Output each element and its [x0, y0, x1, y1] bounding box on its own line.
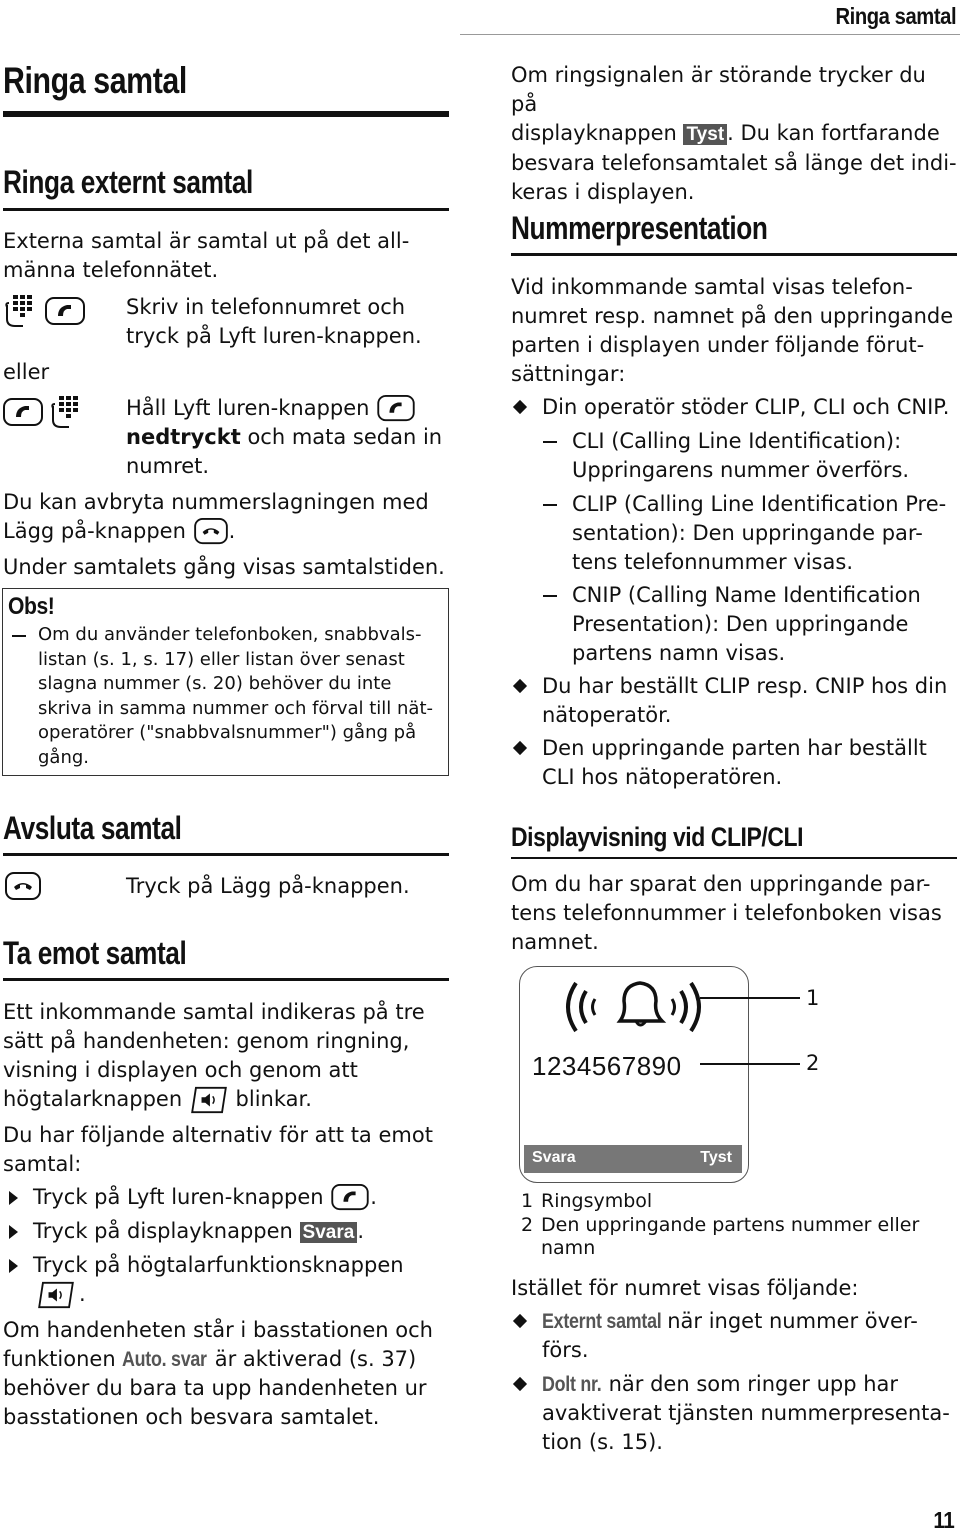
or-label: eller	[3, 360, 50, 384]
text: är aktiverad (s. 37)	[208, 1347, 417, 1371]
auto-answer-keyword: Auto. svar	[122, 1348, 208, 1371]
arrow-bullet	[9, 1225, 18, 1239]
display-legend	[521, 1190, 957, 1260]
text-line: Tryck på högtalarfunktionsknappen	[33, 1253, 404, 1277]
text-line: Den uppringande partens nummer eller	[541, 1214, 920, 1236]
text-line: Uppringarens nummer överförs.	[572, 458, 910, 482]
text-line	[3, 517, 453, 546]
section-title-receive-call: Ta emot samtal	[3, 935, 187, 971]
text-line: förs.	[542, 1338, 589, 1362]
text-line: namn	[541, 1237, 596, 1259]
answer-softkey-label: Svara	[300, 1222, 358, 1243]
mute-softkey[interactable]: Tyst	[700, 1149, 732, 1166]
text-line: behöver du bara ta upp handenheten ur	[3, 1376, 427, 1400]
end-call-key-icon	[3, 872, 43, 902]
page-number: 11	[933, 1507, 954, 1533]
requirement-subscription	[542, 672, 957, 730]
withheld-number-keyword: Dolt nr.	[542, 1373, 602, 1396]
text-line	[542, 1307, 957, 1336]
section-rule	[3, 978, 449, 981]
text-line: Ett inkommande samtal indikeras på tre	[3, 1000, 425, 1024]
text: Tryck på displayknappen	[33, 1219, 293, 1243]
legend-item	[521, 1190, 957, 1213]
text-line: Du kan avbryta nummerslagningen med	[3, 490, 429, 514]
text-line: operatörer ("snabbvalsnummer") gång på	[38, 722, 417, 743]
text-line: parten i displayen under följande förut-	[511, 333, 925, 357]
header-rule	[460, 34, 960, 35]
legend-number: 1	[521, 1190, 534, 1212]
text-line	[126, 394, 456, 423]
callout-line-1	[700, 997, 800, 999]
dash-bullet	[12, 635, 26, 637]
diamond-bullet	[513, 1377, 527, 1391]
note-box	[2, 588, 449, 776]
text-line: CLI hos nätoperatören.	[542, 765, 783, 789]
display-intro	[511, 870, 957, 957]
bullet-answer-softkey	[33, 1217, 364, 1247]
text-line: gång.	[38, 746, 90, 768]
text-line: Externa samtal är samtal ut på det all-	[3, 229, 410, 253]
bullet-answer-speaker-key	[33, 1251, 453, 1309]
text-line	[542, 1370, 957, 1399]
text-line: CLI (Calling Line Identification):	[572, 429, 902, 453]
bullet-answer-talk-key	[33, 1183, 377, 1212]
talk-key-icon	[45, 297, 85, 327]
end-call-key-icon	[193, 518, 229, 546]
text-line: numret resp. namnet på den uppringande	[511, 304, 954, 328]
ring-bell-icon	[562, 977, 722, 1039]
external-call-display	[542, 1307, 957, 1365]
text-line: tryck på Lyft luren-knappen.	[126, 324, 422, 348]
text: Tryck på Lyft luren-knappen	[33, 1185, 324, 1209]
step1-icons	[3, 293, 93, 327]
text-line: sättningar:	[511, 362, 626, 386]
diamond-bullet	[513, 400, 527, 414]
callout-number-2: 2	[806, 1051, 820, 1075]
section-title-end-call: Avsluta samtal	[3, 810, 182, 846]
text-line: slagna nummer (s. 20) behöver du inte	[38, 673, 392, 694]
keypad-icon	[49, 394, 85, 430]
text-line: samtal:	[3, 1152, 82, 1176]
text: högtalarknappen	[3, 1087, 183, 1111]
external-call-keyword: Externt samtal	[542, 1310, 662, 1333]
text: och mata sedan in	[240, 425, 443, 449]
legend-item	[521, 1214, 957, 1260]
text: .	[357, 1219, 365, 1243]
main-title: Ringa samtal	[3, 60, 187, 101]
section-rule	[3, 208, 449, 211]
step2-icons	[3, 394, 93, 430]
cnip-definition	[572, 581, 957, 668]
text: .	[228, 519, 236, 543]
requirement-operator: Din operatör stöder CLIP, CLI och CNIP.	[542, 395, 950, 419]
cli-definition	[572, 427, 957, 485]
text-line: männa telefonnätet.	[3, 258, 219, 282]
instead-note: Istället för numret visas följande:	[511, 1276, 859, 1300]
text-line: skriva in samma nummer och förval till nät-	[38, 697, 434, 719]
diamond-bullet	[513, 741, 527, 755]
section-rule	[511, 253, 957, 256]
text-line: listan (s. 1, s. 17) eller listan över senast	[38, 648, 405, 670]
text-line: basstationen och besvara samtalet.	[3, 1405, 380, 1429]
text-line: CLIP (Calling Line Identification Pre-	[572, 492, 947, 516]
talk-key-icon	[330, 1184, 370, 1212]
receive-intro	[3, 998, 453, 1114]
clip-definition	[572, 490, 957, 577]
text-line	[33, 1280, 453, 1309]
subsection-title-display: Displayvisning vid CLIP/CLI	[511, 822, 804, 852]
requirement-caller-cli	[542, 734, 957, 792]
running-title: Ringa samtal	[835, 3, 956, 29]
note-title: Obs!	[8, 593, 55, 620]
text-line: nätoperatör.	[542, 703, 672, 727]
answer-softkey[interactable]: Svara	[532, 1149, 576, 1166]
callout-number-1: 1	[806, 986, 820, 1010]
main-title-rule	[3, 111, 449, 117]
text-line	[126, 423, 456, 452]
dash-bullet	[543, 595, 557, 597]
text-line: Du har beställt CLIP resp. CNIP hos din	[542, 674, 948, 698]
dash-bullet	[543, 441, 557, 443]
text-line: Vid inkommande samtal visas telefon-	[511, 275, 913, 299]
diamond-bullet	[513, 679, 527, 693]
cancel-note	[3, 488, 453, 546]
speaker-key-icon	[189, 1086, 229, 1114]
text-line: visning i displayen och genom att	[3, 1058, 358, 1082]
step1-text	[126, 293, 456, 351]
text-line: tens telefonnummer i telefonboken visas	[511, 901, 942, 925]
step2-text	[126, 394, 456, 481]
text-line: tion (s. 15).	[542, 1430, 663, 1454]
withheld-number-display	[542, 1370, 957, 1457]
text: Lägg på-knappen	[3, 519, 186, 543]
mute-softkey-label: Tyst	[683, 124, 727, 145]
text-line	[3, 1345, 453, 1374]
text-line: Om du har sparat den uppringande par-	[511, 872, 931, 896]
caller-number: 1234567890	[532, 1051, 682, 1081]
text-line: Den uppringande parten har beställt	[542, 736, 927, 760]
text-line: besvara telefonsamtalet så länge det indi-	[511, 151, 957, 175]
text: displayknappen	[511, 121, 677, 145]
text-line: tens telefonnummer visas.	[572, 550, 853, 574]
handset-display	[519, 966, 749, 1183]
section-rule	[3, 853, 449, 856]
text-line: namnet.	[511, 930, 599, 954]
display-softkey-bar	[524, 1145, 742, 1173]
dash-bullet	[543, 504, 557, 506]
text: .	[79, 1282, 86, 1306]
text-line: Om handenheten står i basstationen och	[3, 1318, 433, 1342]
callout-line-2	[700, 1063, 800, 1065]
receive-alternatives	[3, 1121, 453, 1179]
text-line: Presentation): Den uppringande	[572, 612, 909, 636]
subsection-rule	[511, 857, 957, 859]
text: Håll Lyft luren-knappen	[126, 396, 370, 420]
legend-text: Ringsymbol	[541, 1190, 653, 1212]
text-line: sätt på handenheten: genom ringning,	[3, 1029, 410, 1053]
base-station-note	[3, 1316, 453, 1432]
diamond-bullet	[513, 1314, 527, 1328]
talk-key-icon	[376, 395, 416, 423]
arrow-bullet	[9, 1191, 18, 1205]
text-line: sentation): Den uppringande par-	[572, 521, 923, 545]
arrow-bullet	[9, 1259, 18, 1273]
speaker-key-icon	[33, 1281, 79, 1309]
text-line: CNIP (Calling Name Identification	[572, 583, 921, 607]
legend-text	[541, 1214, 919, 1260]
section-title-caller-id: Nummerpresentation	[511, 210, 768, 246]
bold-text: nedtryckt	[126, 425, 241, 449]
text-line: avaktiverat tjänsten nummerpresenta-	[542, 1401, 950, 1425]
caller-id-intro	[511, 273, 957, 389]
duration-note: Under samtalets gång visas samtalstiden.	[3, 555, 445, 579]
text-line: partens namn visas.	[572, 641, 786, 665]
text-line	[511, 119, 957, 149]
note-text	[38, 623, 446, 770]
text-line: Om ringsignalen är störande trycker du på	[511, 63, 926, 116]
text-line	[3, 1085, 453, 1114]
text-line: Skriv in telefonnumret och	[126, 295, 406, 319]
text: funktionen	[3, 1347, 116, 1371]
external-intro	[3, 227, 449, 285]
text: .	[370, 1185, 377, 1209]
text-line: numret.	[126, 454, 210, 478]
talk-key-icon	[3, 398, 43, 428]
text: . Du kan fortfarande	[727, 121, 940, 145]
legend-number: 2	[521, 1214, 534, 1236]
section-title-external-call: Ringa externt samtal	[3, 164, 253, 200]
text-line: Om du använder telefonboken, snabbvals-	[38, 624, 422, 645]
mute-note	[511, 61, 957, 207]
text-line: keras i displayen.	[511, 180, 695, 204]
text: blinkar.	[235, 1087, 312, 1111]
text-line: Du har följande alternativ för att ta emot	[3, 1123, 433, 1147]
keypad-icon	[3, 293, 39, 329]
text: när inget nummer över-	[660, 1309, 918, 1333]
text: när den som ringer upp har	[601, 1372, 899, 1396]
end-call-step: Tryck på Lägg på-knappen.	[126, 874, 410, 898]
